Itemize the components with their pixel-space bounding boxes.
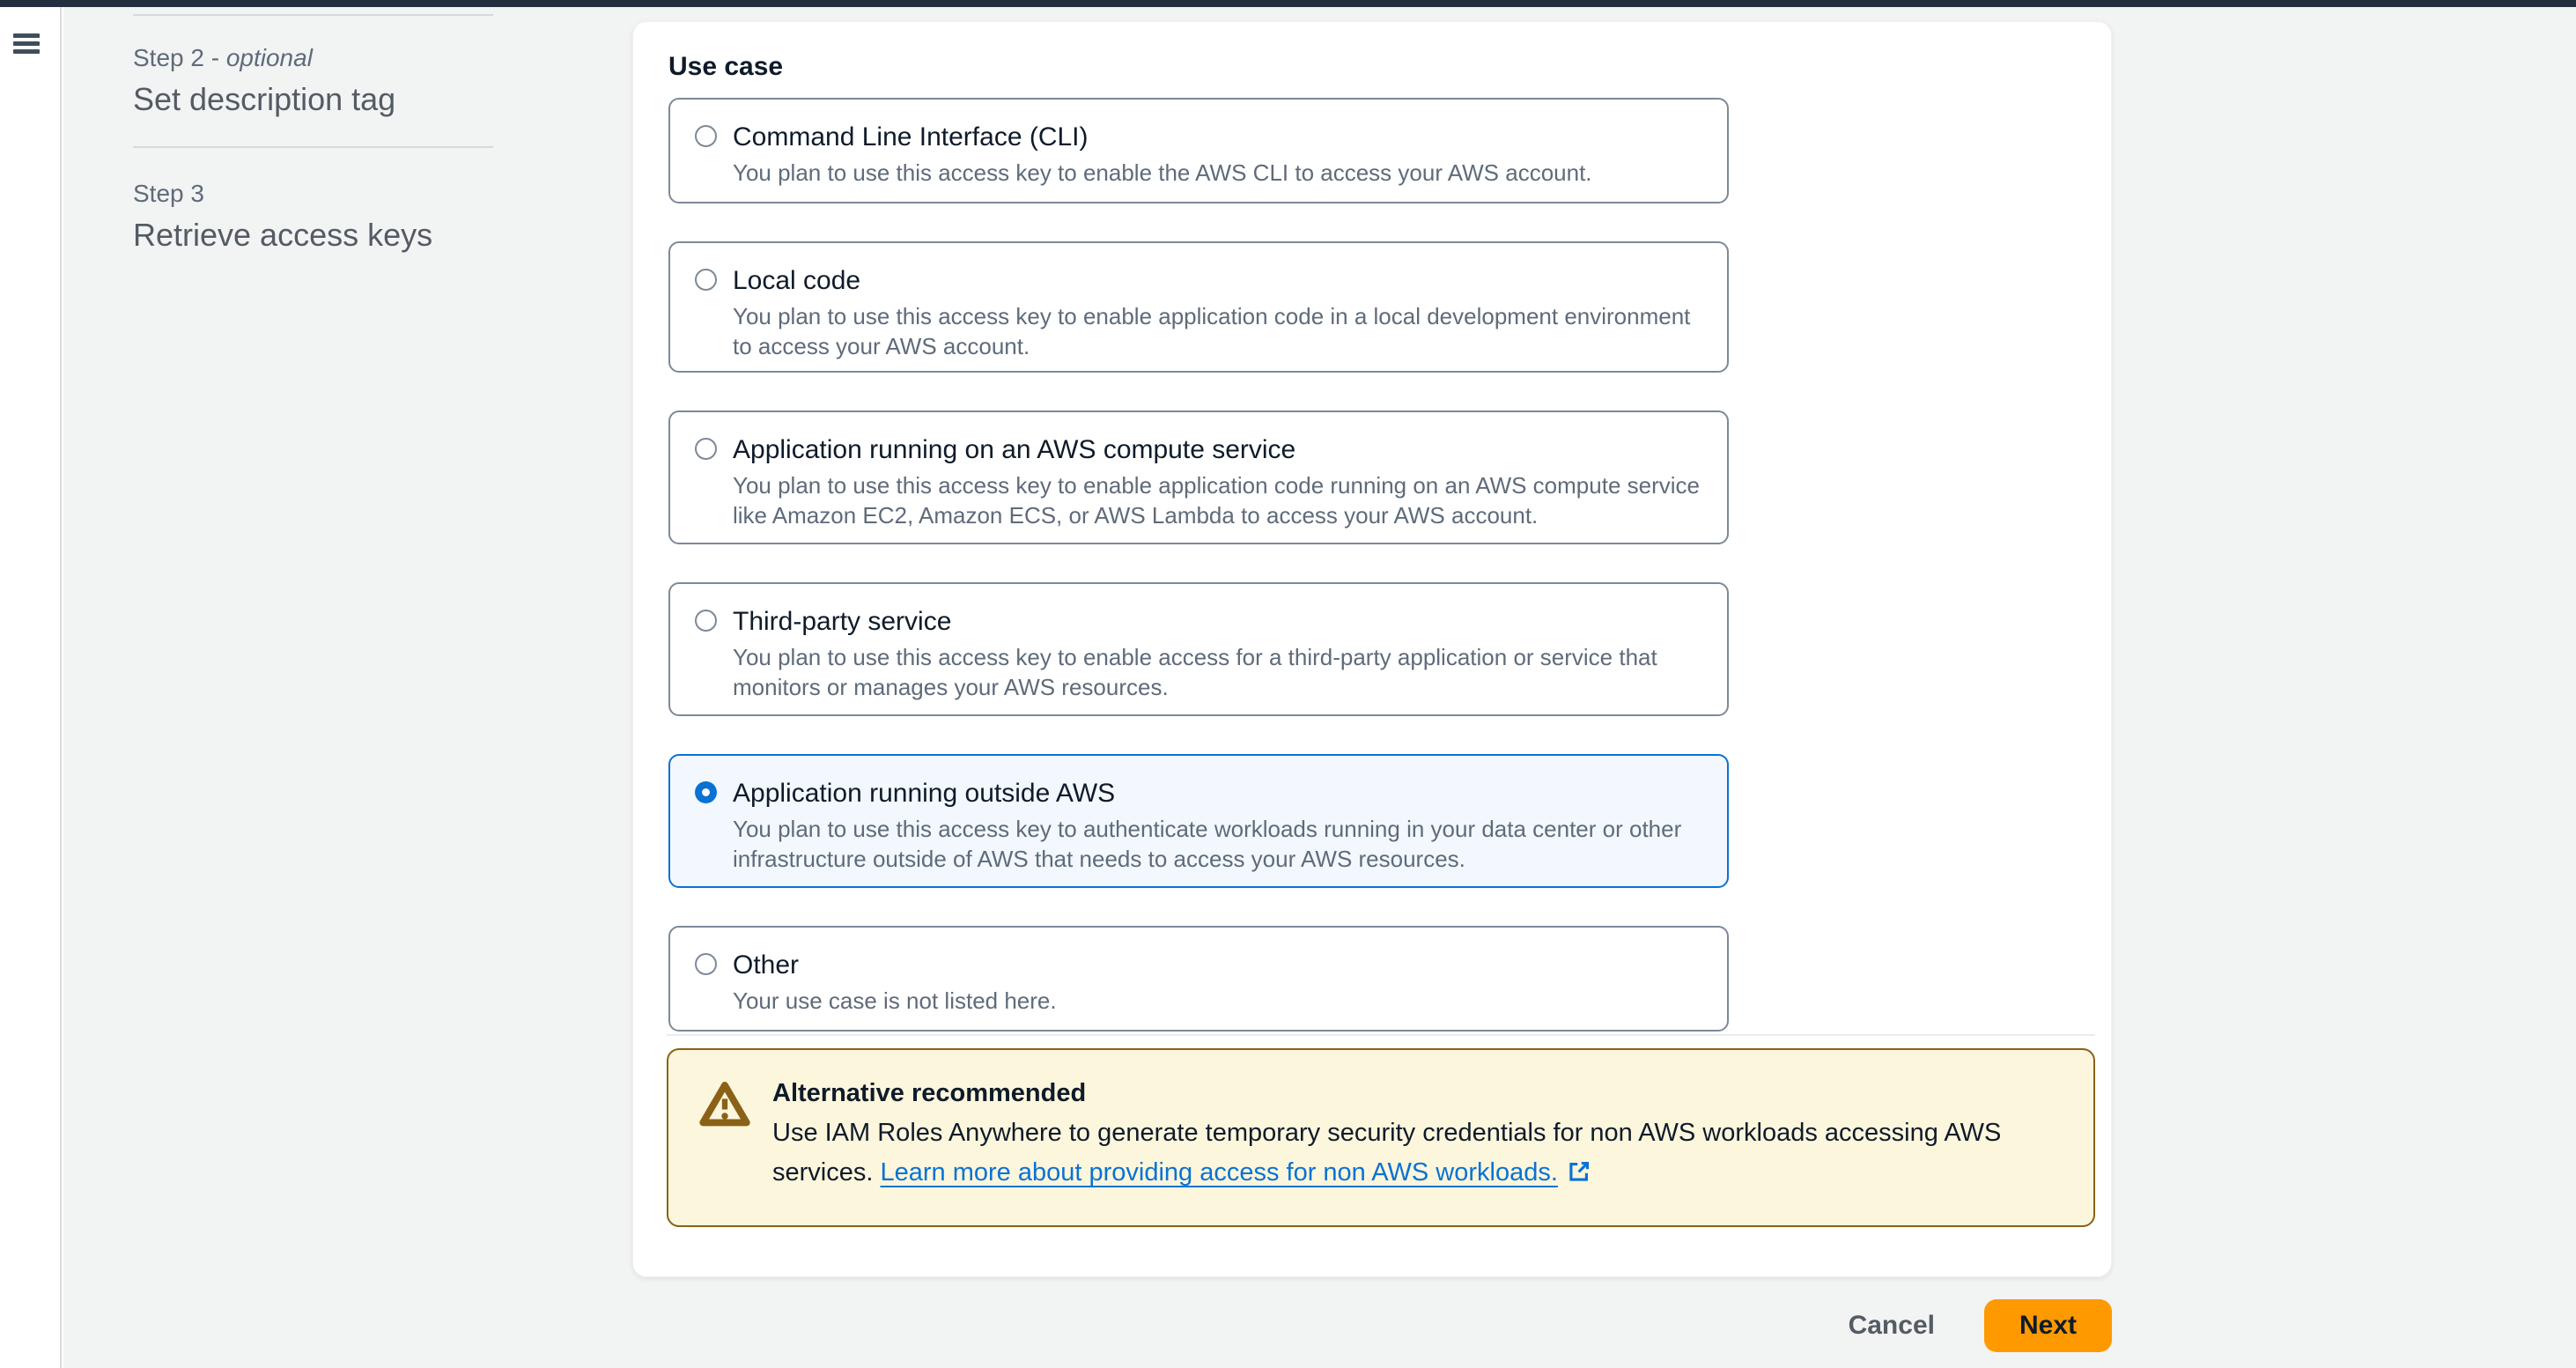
radio-selected-icon[interactable]: [695, 781, 717, 803]
option-title: Local code: [733, 266, 861, 295]
hamburger-menu-icon[interactable]: [13, 33, 40, 54]
radio-unselected-icon[interactable]: [695, 269, 717, 291]
top-navigation-bar: [0, 0, 2576, 7]
use-case-option-other[interactable]: [668, 926, 1729, 1032]
steps-divider: [133, 14, 493, 16]
radio-unselected-icon[interactable]: [695, 953, 717, 975]
use-case-panel: [632, 21, 2112, 1277]
option-title: Application running on an AWS compute service: [733, 435, 1296, 464]
use-case-option-cli[interactable]: [668, 98, 1729, 203]
radio-unselected-icon[interactable]: [695, 610, 717, 632]
use-case-option-local-code[interactable]: [668, 241, 1729, 373]
wizard-actions: [1761, 1299, 2112, 1352]
option-description: You plan to use this access key to enable application code running on an AWS compute service like Amazon EC2, Amazon ECS, or AWS Lambda to access your AWS account.: [733, 472, 1700, 529]
option-description: You plan to use this access key to enable application code in a local development environment to access your AWS account.: [733, 303, 1691, 359]
option-title: Application running outside AWS: [733, 779, 1116, 808]
warning-alert: [667, 1048, 2095, 1227]
use-case-option-third-party-service[interactable]: [668, 582, 1729, 716]
radio-unselected-icon[interactable]: [695, 438, 717, 460]
steps-divider: [133, 146, 493, 148]
form-section-divider: [667, 1034, 2095, 1036]
next-button[interactable]: Next: [1984, 1299, 2112, 1352]
option-description: You plan to use this access key to authenticate workloads running in your data center or other infrastructure outside of AWS that needs to access your AWS resources.: [733, 816, 1682, 872]
alert-body: Use IAM Roles Anywhere to generate temporary security credentials for non AWS workloads accessing AWS services. Learn more about providing access for non AWS workloads.: [772, 1113, 2001, 1196]
use-case-group-label: Use case: [668, 52, 784, 81]
sidebar-step-retrieve-access-keys[interactable]: Retrieve access keys: [133, 217, 433, 253]
option-description: You plan to use this access key to enable access for a third-party application or service that monitors or manages your AWS resources.: [733, 644, 1657, 700]
alert-title: Alternative recommended: [772, 1079, 1087, 1107]
step-3-label: Step 3: [133, 180, 204, 207]
step-2-optional-label: optional: [225, 44, 313, 71]
sidebar-step-set-description-tag[interactable]: Set description tag: [133, 81, 396, 117]
side-rail: [0, 7, 62, 1368]
option-title: Third-party service: [733, 607, 952, 636]
radio-unselected-icon[interactable]: [695, 125, 717, 147]
use-case-option-application-outside-aws[interactable]: [668, 754, 1729, 888]
cancel-button[interactable]: Cancel: [1848, 1311, 1935, 1340]
option-title: Other: [733, 950, 800, 980]
step-2-label: Step 2 - optional: [133, 44, 313, 71]
warning-triangle-icon: [698, 1080, 751, 1199]
use-case-option-aws-compute-service[interactable]: [668, 410, 1729, 544]
option-title: Command Line Interface (CLI): [733, 122, 1089, 152]
learn-more-link[interactable]: Learn more about providing access for non AWS workloads.: [880, 1158, 1558, 1187]
option-description: You plan to use this access key to enable the AWS CLI to access your AWS account.: [733, 159, 1592, 186]
external-link-icon: [1567, 1157, 1591, 1196]
option-description: Your use case is not listed here.: [733, 987, 1057, 1014]
